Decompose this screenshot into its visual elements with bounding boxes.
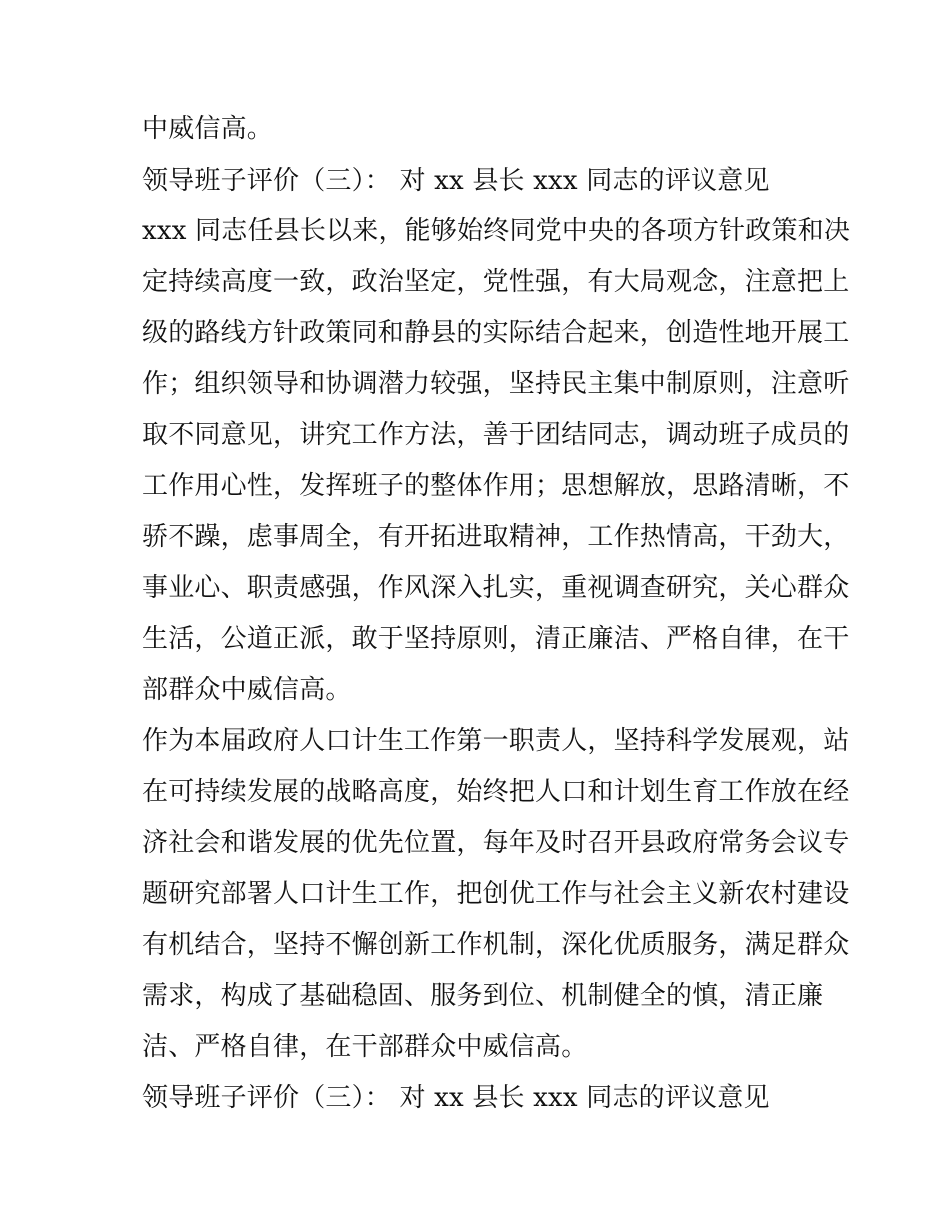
text-line: 中威信高。 [142, 114, 274, 144]
text-line: 洁、严格自律，在干部群众中威信高。 [142, 1032, 588, 1062]
text-line: 有机结合，坚持不懈创新工作机制，深化优质服务，满足群众 [142, 930, 850, 960]
section-heading: 领导班子评价（三）： 对 xx 县长 xxx 同志的评议意见 [142, 1083, 770, 1113]
text-line: 需求，构成了基础稳固、服务到位、机制健全的慎，清正廉 [142, 981, 824, 1011]
text-line: 取不同意见，讲究工作方法，善于团结同志，调动班子成员的 [142, 420, 850, 450]
text-line: 济社会和谐发展的优先位置，每年及时召开县政府常务会议专 [142, 828, 850, 858]
text-line: 骄不躁，虑事周全，有开拓进取精神，工作热情高，干劲大， [142, 522, 850, 552]
text-line: 级的路线方针政策同和静县的实际结合起来，创造性地开展工 [142, 318, 850, 348]
text-line: 定持续高度一致，政治坚定，党性强，有大局观念，注意把上 [142, 267, 850, 297]
text-line: 部群众中威信高。 [142, 675, 352, 705]
text-line: 题研究部署人口计生工作，把创优工作与社会主义新农村建设 [142, 879, 850, 909]
text-line: 在可持续发展的战略高度，始终把人口和计划生育工作放在经 [142, 777, 850, 807]
section-heading: 领导班子评价（三）： 对 xx 县长 xxx 同志的评议意见 [142, 166, 770, 196]
text-line: xxx 同志任县长以来，能够始终同党中央的各项方针政策和决 [142, 216, 851, 246]
text-line: 作；组织领导和协调潜力较强，坚持民主集中制原则，注意听 [142, 369, 850, 399]
text-line: 工作用心性，发挥班子的整体作用；思想解放，思路清晰，不 [142, 471, 850, 501]
text-line: 生活，公道正派，敢于坚持原则，清正廉洁、严格自律，在干 [142, 624, 850, 654]
text-line: 作为本届政府人口计生工作第一职责人，坚持科学发展观，站 [142, 726, 850, 756]
text-line: 事业心、职责感强，作风深入扎实，重视调查研究，关心群众 [142, 573, 850, 603]
